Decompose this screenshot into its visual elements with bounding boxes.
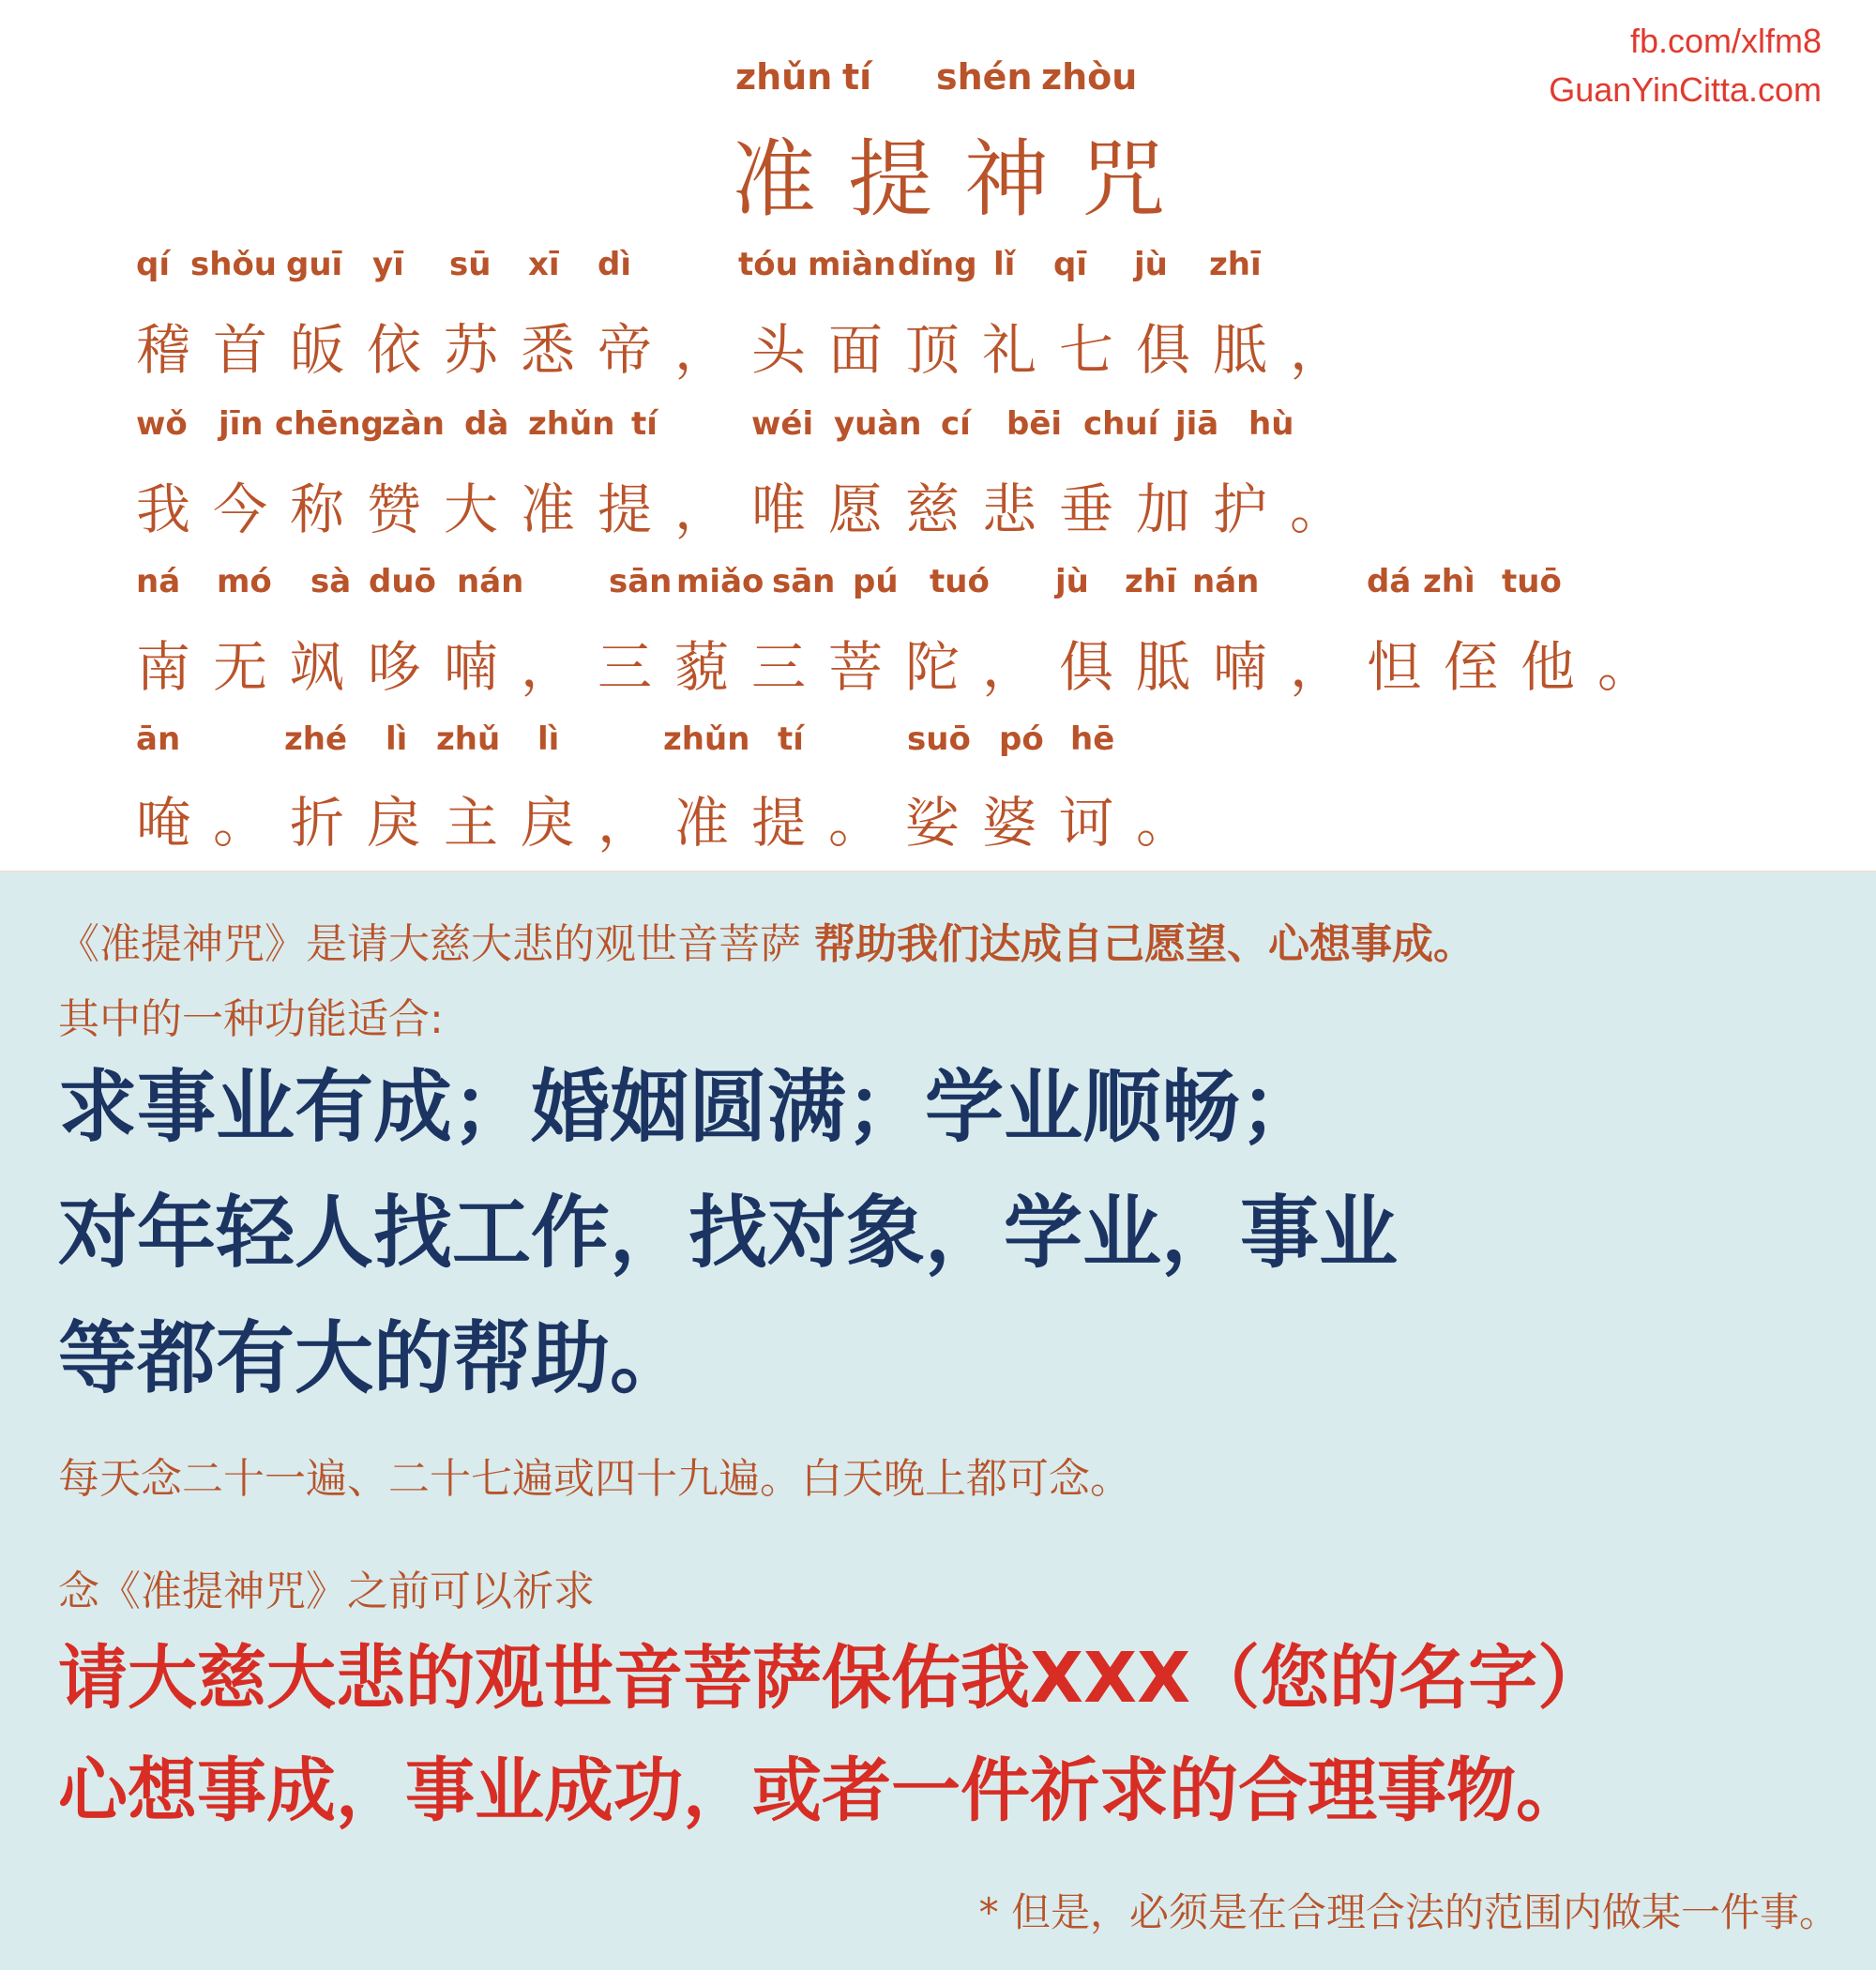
pinyin-syllable: nán bbox=[1192, 563, 1260, 600]
pinyin-syllable: miàn bbox=[808, 246, 897, 283]
pinyin-syllable: shén bbox=[936, 56, 1033, 98]
pinyin-syllable: xī bbox=[528, 246, 560, 283]
pinyin-syllable: hù bbox=[1248, 405, 1294, 443]
pinyin-syllable: zhǔn bbox=[528, 405, 615, 443]
pinyin-syllable: lì bbox=[386, 720, 408, 758]
pinyin-syllable: qí bbox=[136, 246, 170, 283]
pinyin-syllable: jù bbox=[1134, 246, 1168, 283]
verse-4-hanzi: 唵。折戾主戾，准提。娑婆诃。 bbox=[136, 791, 1214, 855]
pinyin-syllable: ān bbox=[136, 720, 181, 758]
pinyin-syllable: nán bbox=[457, 563, 524, 600]
pinyin-syllable: guī bbox=[286, 246, 343, 283]
pinyin-syllable: miǎo bbox=[676, 563, 764, 600]
pinyin-syllable: dà bbox=[464, 405, 509, 443]
verse-2-hanzi: 我今称赞大准提，唯愿慈悲垂加护。 bbox=[136, 477, 1368, 541]
pinyin-syllable: dá bbox=[1367, 563, 1412, 600]
pinyin-syllable: zhì bbox=[1423, 563, 1475, 600]
verse-1-hanzi: 稽首皈依苏悉帝，头面顶礼七俱胝， bbox=[136, 318, 1368, 382]
benefit-line-3: 等都有大的帮助。 bbox=[58, 1312, 689, 1404]
pinyin-syllable: zhǔn bbox=[663, 720, 750, 758]
prayer-intro-note: 念《准提神咒》之前可以祈求 bbox=[58, 1568, 595, 1615]
pinyin-syllable: zhǔ bbox=[436, 720, 501, 758]
website-link[interactable]: GuanYinCitta.com bbox=[1549, 70, 1822, 109]
pinyin-syllable: zhī bbox=[1125, 563, 1177, 600]
pinyin-syllable: tóu bbox=[738, 246, 798, 283]
pinyin-syllable: jiā bbox=[1175, 405, 1219, 443]
pinyin-syllable: sān bbox=[772, 563, 836, 600]
prayer-line-1: 请大慈大悲的观世音菩萨保佑我XXX（您的名字） bbox=[58, 1638, 1608, 1719]
prayer-line-2: 心想事成，事业成功，或者一件祈求的合理事物。 bbox=[58, 1750, 1585, 1831]
pinyin-syllable: zhī bbox=[1209, 246, 1262, 283]
intro-plain: 《准提神咒》是请大慈大悲的观世音菩萨 bbox=[58, 920, 814, 968]
pinyin-syllable: shǒu bbox=[190, 246, 278, 283]
pinyin-syllable: tí bbox=[778, 720, 804, 758]
pinyin-syllable: sān bbox=[609, 563, 673, 600]
pinyin-syllable: yī bbox=[372, 246, 404, 283]
pinyin-syllable: pó bbox=[999, 720, 1044, 758]
pinyin-syllable: jīn bbox=[219, 405, 264, 443]
pinyin-syllable: lǐ bbox=[993, 246, 1016, 283]
title-pinyin bbox=[735, 56, 1137, 98]
pinyin-syllable: dì bbox=[598, 246, 631, 283]
pinyin-syllable: bēi bbox=[1006, 405, 1063, 443]
pinyin-syllable: zhǔn bbox=[735, 56, 833, 98]
mantra-title: 准提神咒 bbox=[732, 130, 1197, 229]
pinyin-syllable: tí bbox=[842, 56, 872, 98]
verse-3-hanzi: 南无飒哆喃，三藐三菩陀，俱胝喃，怛侄他。 bbox=[136, 635, 1675, 699]
pinyin-syllable: qī bbox=[1053, 246, 1087, 283]
pinyin-syllable: sà bbox=[310, 563, 352, 600]
facebook-link[interactable]: fb.com/xlfm8 bbox=[1629, 22, 1822, 60]
pinyin-syllable: tuō bbox=[1502, 563, 1562, 600]
pinyin-syllable: wéi bbox=[751, 405, 814, 443]
pinyin-syllable: pú bbox=[853, 563, 899, 600]
pinyin-syllable: lì bbox=[537, 720, 560, 758]
pinyin-syllable: yuàn bbox=[834, 405, 922, 443]
pinyin-syllable: duō bbox=[369, 563, 436, 600]
recitation-count-note: 每天念二十一遍、二十七遍或四十九遍。白天晚上都可念。 bbox=[58, 1455, 1131, 1503]
pinyin-syllable: jù bbox=[1055, 563, 1089, 600]
pinyin-syllable: chēng bbox=[275, 405, 384, 443]
pinyin-syllable: mó bbox=[217, 563, 272, 600]
pinyin-syllable: zhòu bbox=[1041, 56, 1138, 98]
pinyin-syllable: hē bbox=[1070, 720, 1115, 758]
footnote: * 但是，必须是在合理合法的范围内做某一件事。 bbox=[978, 1889, 1838, 1935]
benefit-line-1: 求事业有成；婚姻圆满；学业顺畅； bbox=[58, 1061, 1320, 1153]
benefit-line-2: 对年轻人找工作，找对象，学业，事业 bbox=[58, 1187, 1399, 1279]
function-label: 其中的一种功能适合: bbox=[58, 995, 444, 1043]
intro-text bbox=[58, 910, 1475, 970]
pinyin-syllable: chuí bbox=[1083, 405, 1159, 443]
pinyin-syllable: dǐng bbox=[898, 246, 977, 283]
pinyin-syllable: ná bbox=[136, 563, 181, 600]
pinyin-syllable: suō bbox=[907, 720, 971, 758]
intro-bold: 帮助我们达成自己愿望、心想事成。 bbox=[814, 920, 1475, 968]
pinyin-syllable: zàn bbox=[382, 405, 445, 443]
pinyin-syllable: tí bbox=[631, 405, 658, 443]
pinyin-syllable: wǒ bbox=[136, 405, 188, 443]
pinyin-syllable: cí bbox=[941, 405, 971, 443]
pinyin-syllable: tuó bbox=[930, 563, 990, 600]
pinyin-syllable: zhé bbox=[284, 720, 348, 758]
source-links bbox=[1549, 17, 1822, 114]
pinyin-syllable: sū bbox=[449, 246, 492, 283]
